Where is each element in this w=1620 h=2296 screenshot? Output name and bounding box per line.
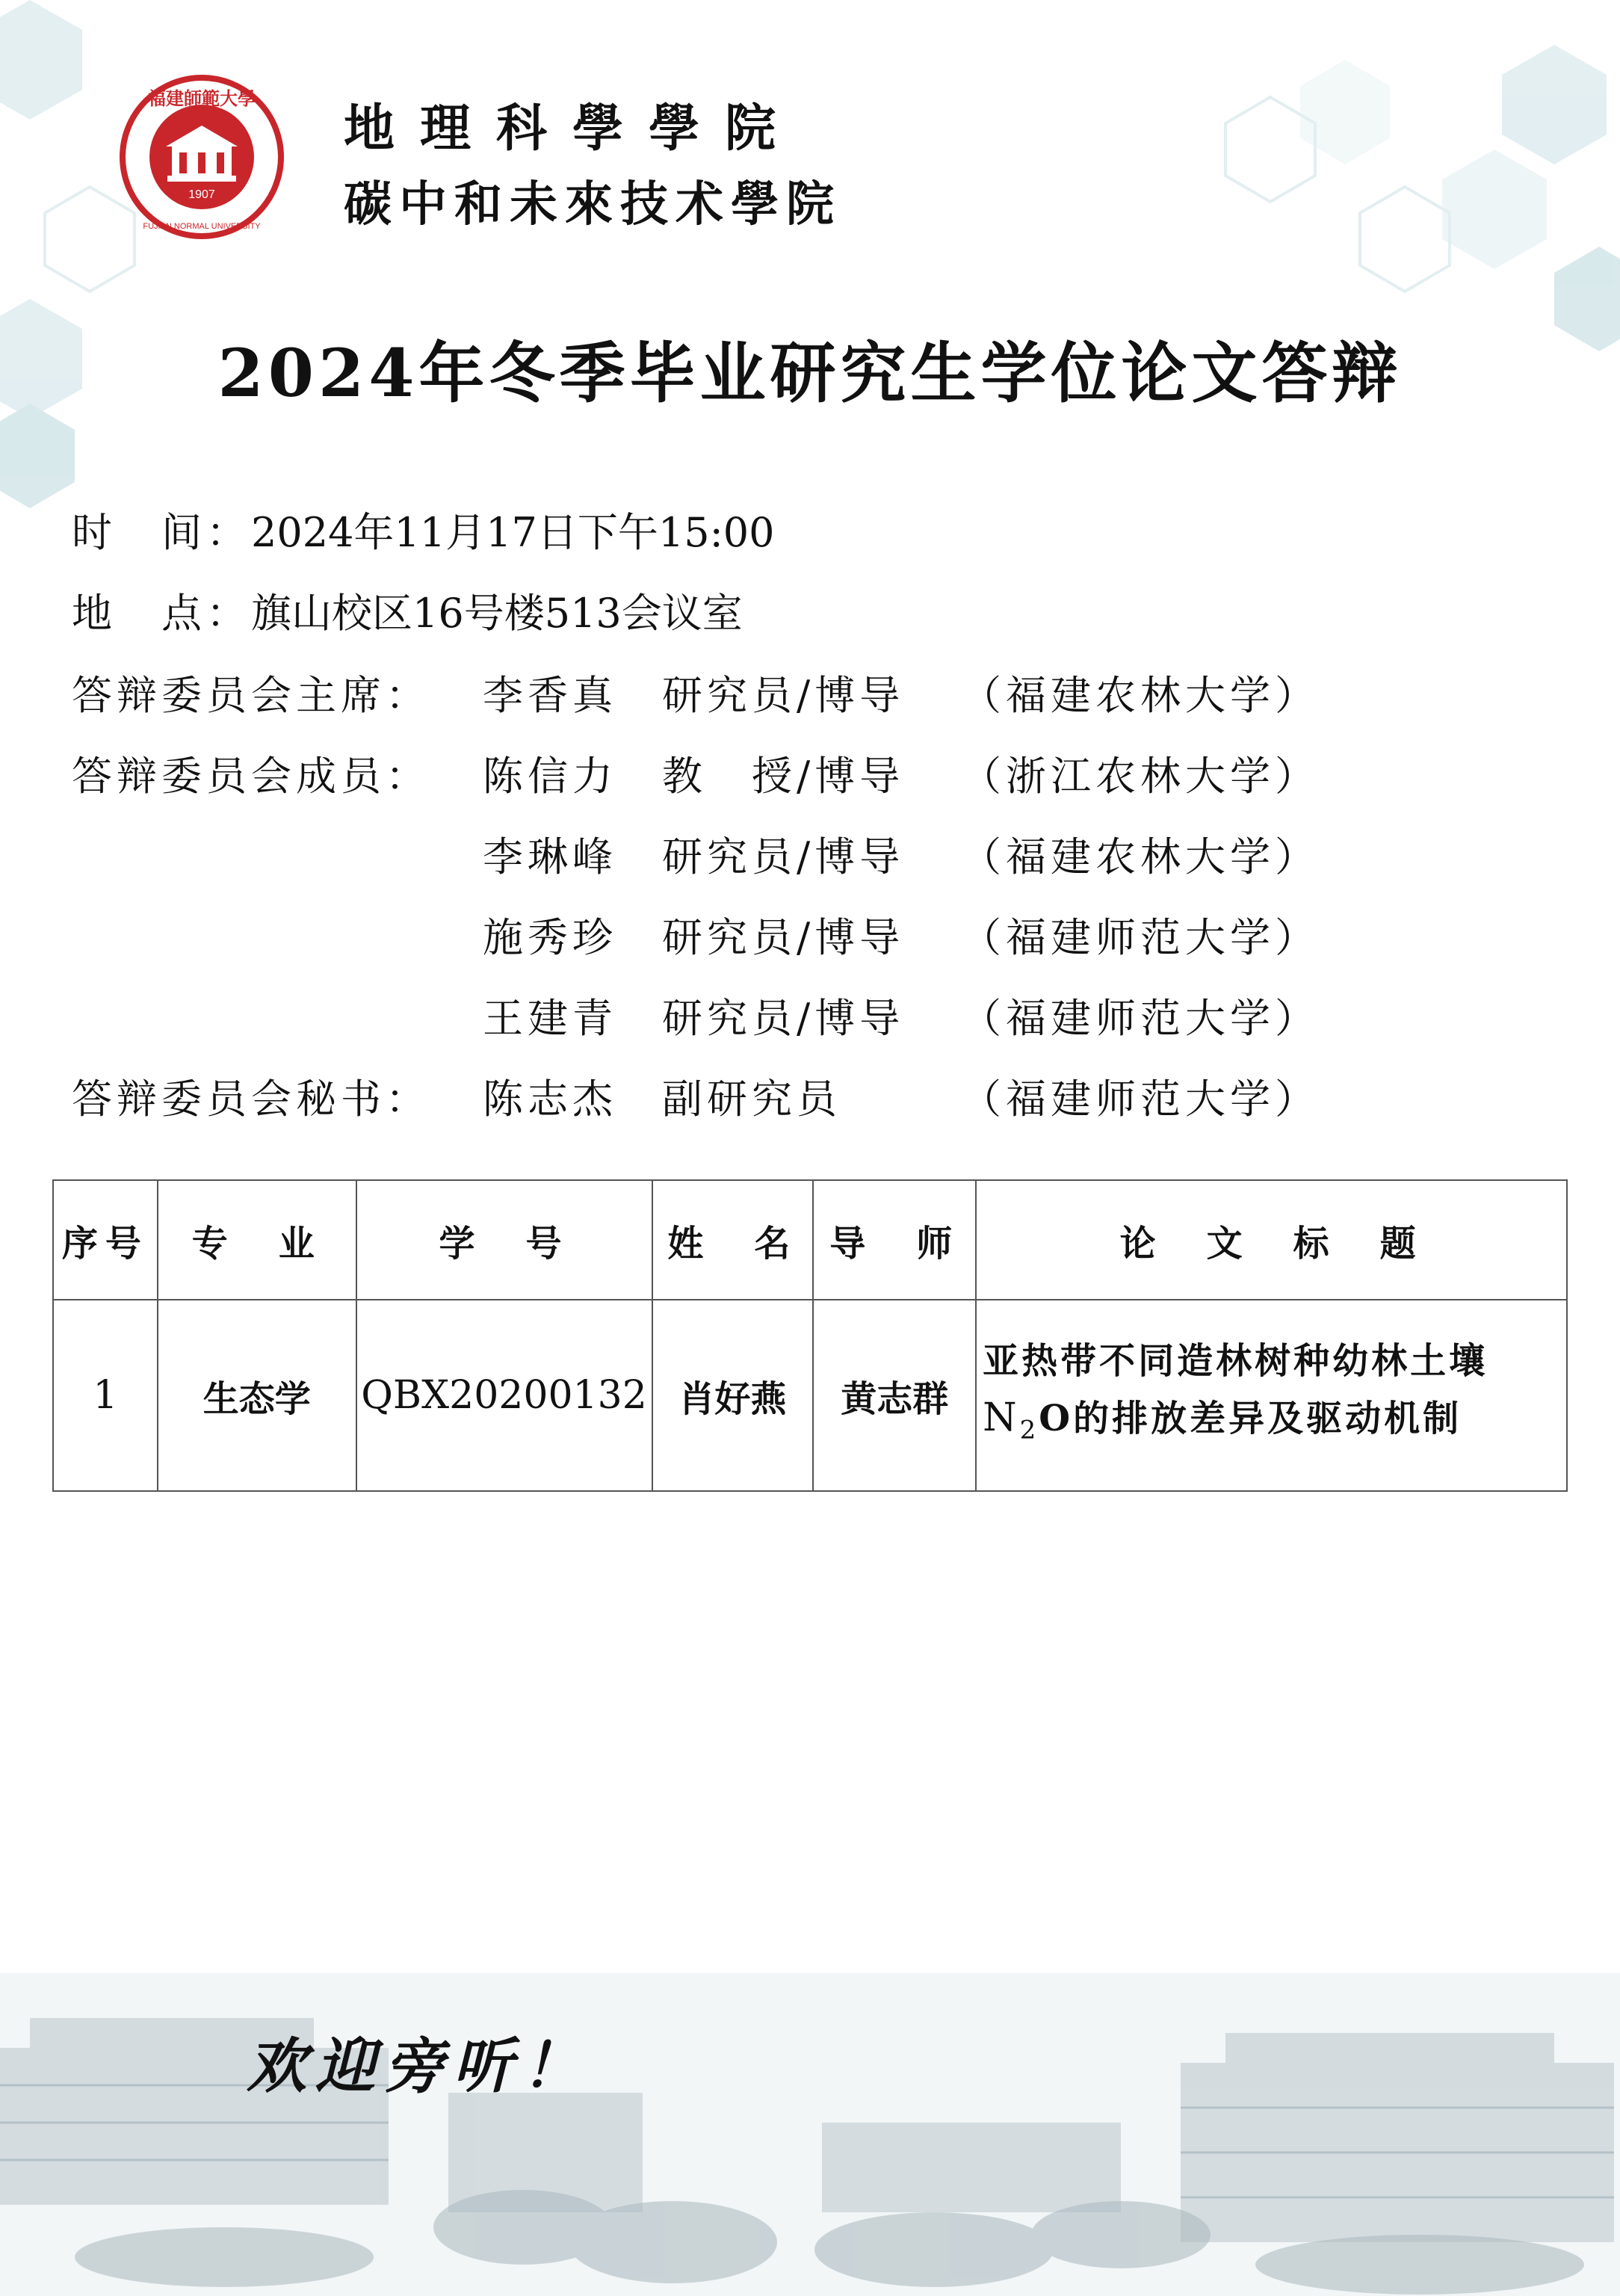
member-title: 研究员/博导	[662, 995, 905, 1042]
cell-major: 生态学	[158, 1300, 356, 1491]
cell-name: 肖好燕	[652, 1300, 814, 1491]
cell-advisor: 黄志群	[813, 1300, 976, 1491]
header-major: 专 业	[158, 1180, 356, 1300]
info-place	[72, 581, 743, 639]
secretary-name: 陈志杰	[483, 1076, 617, 1123]
info-member	[483, 906, 1320, 963]
info-members-label-row	[72, 744, 1320, 802]
header-index: 序号	[53, 1180, 158, 1300]
member-org: （浙江农林大学）	[961, 753, 1320, 800]
header-name: 姓 名	[652, 1180, 814, 1300]
members-label: 答辩委员会成员：	[72, 753, 430, 800]
member-org: （福建师范大学）	[961, 995, 1320, 1042]
logo-english: FUJIAN NORMAL UNIVERSITY	[143, 222, 261, 231]
member-name: 施秀珍	[483, 914, 617, 961]
info-member	[483, 825, 1320, 883]
cell-index: 1	[53, 1300, 158, 1491]
secretary-org: （福建师范大学）	[961, 1076, 1320, 1123]
cell-thesis-title	[976, 1300, 1567, 1491]
info-member	[483, 987, 1320, 1044]
member-name: 王建青	[483, 995, 617, 1042]
thesis-line-1: 亚热带不同造林树种幼林土壤	[983, 1339, 1488, 1382]
time-value: 2024年11月17日下午15:00	[251, 509, 775, 556]
chair-org: （福建农林大学）	[961, 672, 1320, 719]
table-row	[53, 1300, 1567, 1491]
member-title: 研究员/博导	[662, 914, 905, 961]
cell-student-id: QBX20200132	[356, 1300, 652, 1491]
member-title: 教 授/博导	[662, 753, 905, 800]
info-secretary	[72, 1067, 1320, 1125]
place-value: 旗山校区16号楼513会议室	[251, 590, 743, 637]
chair-title: 研究员/博导	[662, 672, 905, 719]
member-org: （福建农林大学）	[961, 833, 1320, 880]
member-name: 陈信力	[483, 753, 617, 800]
time-label: 时 间：	[72, 509, 251, 556]
table-header-row	[53, 1180, 1567, 1300]
member-name: 李琳峰	[483, 833, 617, 880]
school-name-primary: 地理科學學院	[344, 99, 802, 158]
header-thesis-title: 论 文 标 题	[976, 1180, 1567, 1300]
logo-year: 1907	[188, 188, 215, 201]
chair-name: 李香真	[483, 672, 617, 719]
thesis-line-2	[983, 1389, 1560, 1459]
secretary-label: 答辩委员会秘书：	[72, 1076, 430, 1123]
member-title: 研究员/博导	[662, 833, 905, 880]
school-name-secondary: 碳中和未來技术學院	[344, 176, 841, 232]
info-chair	[72, 664, 1320, 721]
chair-label: 答辩委员会主席：	[72, 672, 430, 719]
thesis-formula-n: N	[983, 1395, 1020, 1440]
university-logo	[120, 75, 284, 239]
defense-schedule-table	[52, 1179, 1568, 1492]
thesis-line-2-rest: O的排放差异及驱动机制	[1039, 1397, 1462, 1439]
secretary-title: 副研究员	[662, 1076, 841, 1123]
info-time	[72, 501, 774, 558]
welcome-text: 欢迎旁听！	[247, 2031, 590, 2101]
place-label: 地 点：	[72, 590, 251, 637]
header-student-id: 学 号	[356, 1180, 652, 1300]
page-title: 2024年冬季毕业研究生学位论文答辩	[217, 334, 1403, 412]
member-org: （福建师范大学）	[961, 914, 1320, 961]
header-advisor: 导 师	[813, 1180, 976, 1300]
logo-text: 福建師範大學	[148, 87, 256, 109]
thesis-formula-sub: 2	[1019, 1415, 1039, 1445]
